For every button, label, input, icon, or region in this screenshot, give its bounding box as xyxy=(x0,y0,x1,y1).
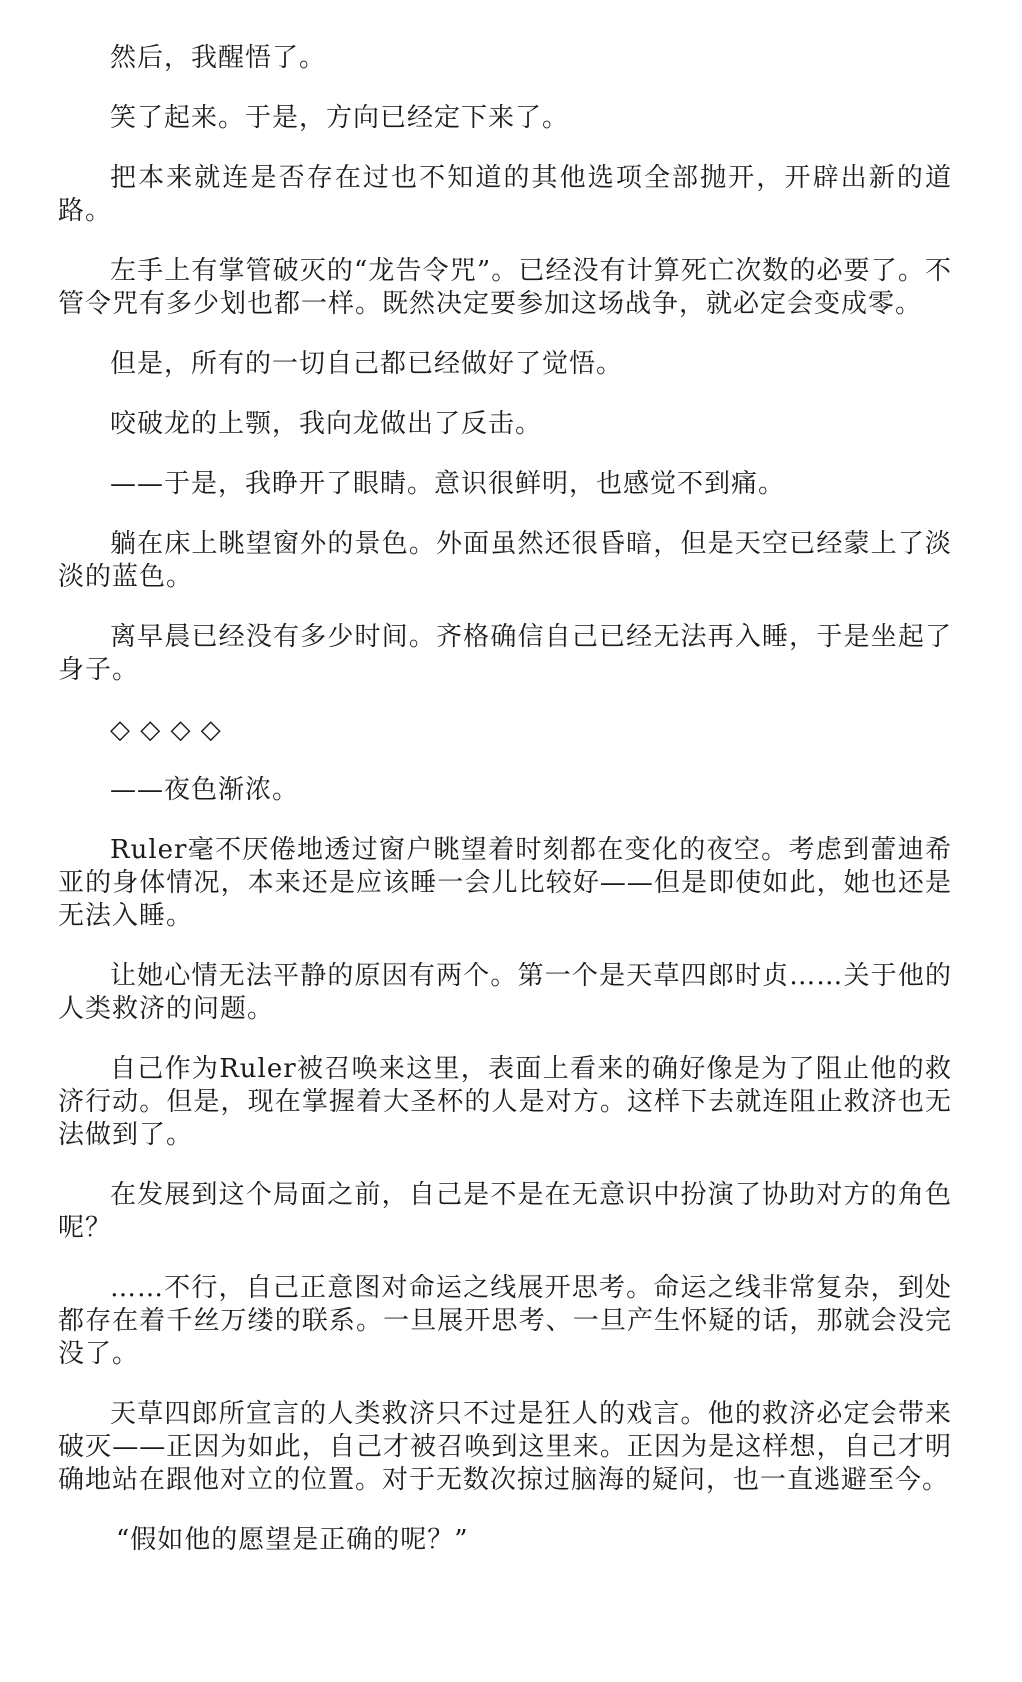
paragraph: 笑了起来。于是，方向已经定下来了。 xyxy=(110,103,570,133)
paragraph: 自己作为Ruler被召唤来这里，表面上看来的确好像是为了阻止他的救济行动。但是，现在掌握着大圣杯的人是对方。这样下去就连阻止救济也无法做到了。 xyxy=(58,1054,952,1150)
paragraph: 让她心情无法平静的原因有两个。第一个是天草四郎时贞……关于他的人类救济的问题。 xyxy=(58,961,952,1024)
paragraph: 但是，所有的一切自己都已经做好了觉悟。 xyxy=(110,349,624,379)
paragraph: 把本来就连是否存在过也不知道的其他选项全部抛开，开辟出新的道路。 xyxy=(58,163,952,226)
paragraph: Ruler毫不厌倦地透过窗户眺望着时刻都在变化的夜空。考虑到蕾迪希亚的身体情况，本来还是应该睡一会儿比较好——但是即使如此，她也还是无法入睡。 xyxy=(58,835,952,931)
paragraph: 离早晨已经没有多少时间。齐格确信自己已经无法再入睡，于是坐起了身子。 xyxy=(58,622,952,685)
paragraph: ——于是，我睁开了眼睛。意识很鲜明，也感觉不到痛。 xyxy=(110,469,786,499)
paragraph: 然后，我醒悟了。 xyxy=(110,43,327,73)
paragraph: 在发展到这个局面之前，自己是不是在无意识中扮演了协助对方的角色呢？ xyxy=(58,1180,952,1243)
quoted-line: “假如他的愿望是正确的呢？” xyxy=(116,1525,469,1555)
paragraph: 天草四郎所宣言的人类救济只不过是狂人的戏言。他的救济必定会带来破灭——正因为如此，自己才被召唤到这里来。正因为是这样想，自己才明确地站在跟他对立的位置。对于无数次掠过脑海的疑问，也一直逃避至今。 xyxy=(58,1399,952,1495)
scene-break: ◇ ◇ ◇ ◇ xyxy=(110,715,222,745)
paragraph: ——夜色渐浓。 xyxy=(110,775,300,805)
paragraph: 左手上有掌管破灭的“龙告令咒”。已经没有计算死亡次数的必要了。不管令咒有多少划也都一样。既然决定要参加这场战争，就必定会变成零。 xyxy=(58,256,952,319)
paragraph: 咬破龙的上颚，我向龙做出了反击。 xyxy=(110,409,543,439)
paragraph: ……不行，自己正意图对命运之线展开思考。命运之线非常复杂，到处都存在着千丝万缕的联系。一旦展开思考、一旦产生怀疑的话，那就会没完没了。 xyxy=(58,1273,952,1369)
paragraph: 躺在床上眺望窗外的景色。外面虽然还很昏暗，但是天空已经蒙上了淡淡的蓝色。 xyxy=(58,529,952,592)
